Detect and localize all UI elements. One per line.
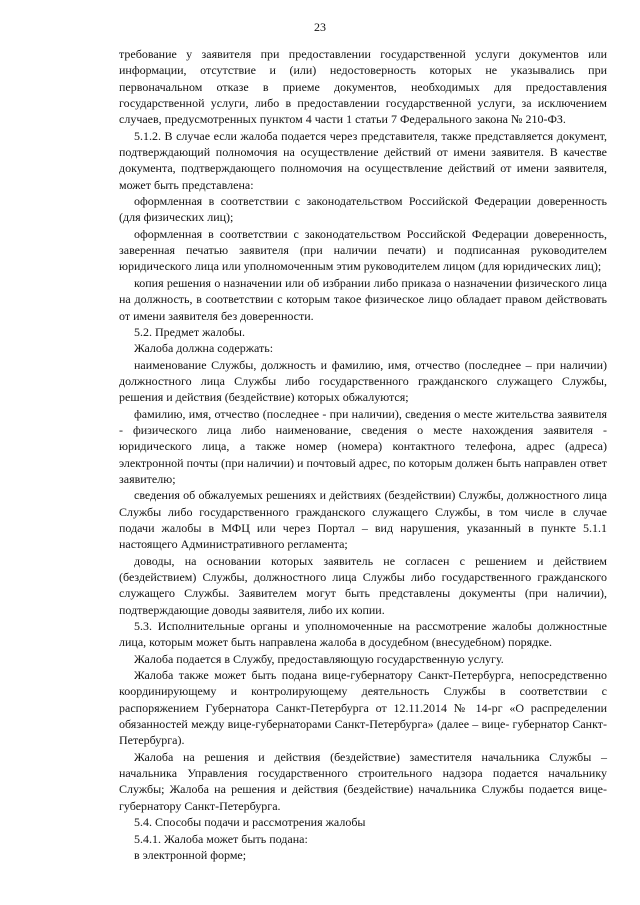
paragraph: 5.1.2. В случае если жалоба подается через представителя, также представляется документ, подтверждающий полномочия на осуществление действий от имени заявителя. В качестве документа, подтверждающего полномочия на осуществление действий от имени заявителя, может быть представлена: <box>119 128 607 192</box>
paragraph: оформленная в соответствии с законодательством Российской Федерации доверенность, заверенная печатью заявителя (при наличии печати) и подписанная руководителем юридического лица или уполномоченным этим руководителем лицом (для юридических лиц); <box>119 226 607 274</box>
paragraph: Жалоба подается в Службу, предоставляющую государственную услугу. <box>134 651 504 666</box>
paragraph: в электронной форме; <box>134 847 247 862</box>
paragraph: 5.4.1. Жалоба может быть подана: <box>134 831 308 846</box>
document-body <box>119 46 607 863</box>
section-heading: 5.4. Способы подачи и рассмотрения жалобы <box>134 815 366 830</box>
paragraph: оформленная в соответствии с законодательством Российской Федерации доверенность (для физических лиц); <box>119 194 607 225</box>
paragraph: копия решения о назначении или об избрании либо приказа о назначении физического лица на должность, в соответствии с которым такое физическое лицо обладает правом действовать от имени заявителя без доверенности. <box>119 275 607 323</box>
paragraph: фамилию, имя, отчество (последнее - при наличии), сведения о месте жительства заявителя - физического лица либо наименование, сведения о месте нахождения заявителя - юридического лица, а также номер (номера) контактного телефона, адрес (адреса) электронной почты (при наличии) и почтовый адрес, по которым должен быть направлен ответ заявителю; <box>119 406 607 486</box>
paragraph: Жалоба на решения и действия (бездействие) заместителя начальника Службы – начальника Управления государственного строительного надзора подается начальнику Службы; Жалоба на решения и действия (бездействие) начальника Службы подается вице- губернатору Санкт-Петербурга. <box>119 749 607 813</box>
section-heading: 5.2. Предмет жалобы. <box>134 324 245 339</box>
page-number: 23 <box>314 20 326 34</box>
paragraph: наименование Службы, должность и фамилию, имя, отчество (последнее – при наличии) должностного лица Службы либо государственного гражданского служащего Службы, решения и действия (бездействие) которых обжалуются; <box>119 357 607 405</box>
paragraph: сведения об обжалуемых решениях и действиях (бездействии) Службы, должностного лица Службы либо государственного гражданского служащего Службы, в том числе в случае подачи жалобы в МФЦ или через Портал – вид нарушения, указанный в пункте 5.1.1 настоящего Административного регламента; <box>119 488 607 552</box>
paragraph: доводы, на основании которых заявитель не согласен с решением и действием (бездействием) Службы, должностного лица Службы либо государственного гражданского служащего Службы. Заявителем могут быть представлены документы (при наличии), подтверждающие доводы заявителя, либо их копии. <box>119 553 607 617</box>
paragraph: требование у заявителя при предоставлении государственной услуги документов или информации, отсутствие и (или) недостоверность которых не указывались при первоначальном отказе в приеме документов, необходимых для предоставления государственной услуги, либо в предоставлении государственной услуги, за исключением случаев, предусмотренных пунктом 4 части 1 статьи 7 Федерального закона № 210-ФЗ. <box>119 47 607 127</box>
paragraph: Жалоба должна содержать: <box>134 341 274 356</box>
paragraph: Жалоба также может быть подана вице-губернатору Санкт-Петербурга, непосредственно координирующему и контролирующему деятельность Службы в соответствии с распоряжением Губернатора Санкт-Петербурга от 12.11.2014 № 14-рг «О распределении обязанностей между вице-губернаторами Санкт-Петербурга» (далее – вице- губернатор Санкт-Петербурга). <box>119 668 607 748</box>
section-heading: 5.3. Исполнительные органы и уполномоченные на рассмотрение жалобы должностные лица, которым может быть направлена жалоба в досудебном (внесудебном) порядке. <box>119 619 607 650</box>
